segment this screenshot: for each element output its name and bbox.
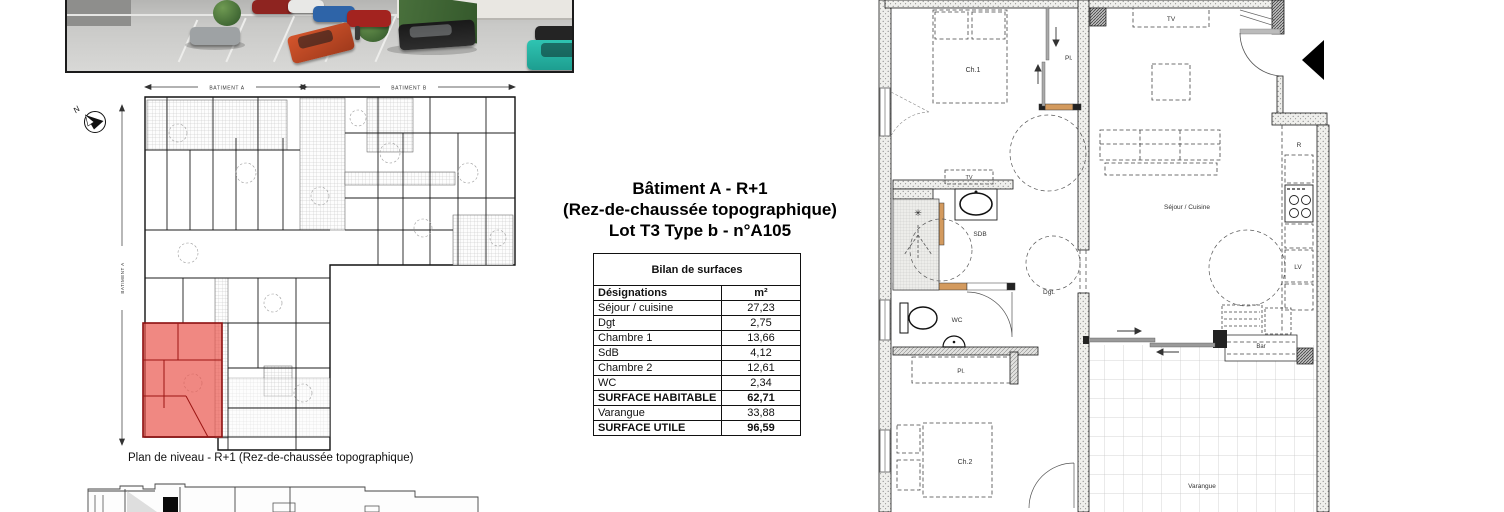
- sdb-door-opening: [967, 283, 1007, 290]
- room-label-tv-bedroom: TV: [965, 175, 973, 181]
- table-title: Bilan de surfaces: [594, 254, 801, 286]
- bed-ch2: [897, 423, 992, 497]
- photo-car-red: [347, 10, 391, 27]
- surface-table: [593, 253, 801, 436]
- table-row: Chambre 1 13,66: [594, 331, 801, 346]
- toilet: [909, 307, 937, 329]
- sdb-door-arc: [967, 292, 1012, 337]
- dim-label-batiment-a: BATIMENT A: [209, 85, 245, 92]
- label-fridge: R: [1296, 142, 1302, 149]
- sofa: [1100, 130, 1220, 175]
- elevation-fragment: [65, 483, 575, 512]
- dim-label-batiment-b: BATIMENT B: [391, 85, 427, 92]
- detail-plan: [877, 0, 1343, 512]
- room-label-pl-top: Pl.: [1065, 55, 1073, 62]
- closet-bottom: [912, 357, 1010, 383]
- dgt-sejour-opening: [1080, 250, 1086, 293]
- photo-person: [355, 26, 360, 40]
- label-dishwasher: LV: [1294, 264, 1302, 271]
- bed-ch1: [933, 10, 1007, 103]
- photo-car-orange: [287, 22, 356, 65]
- col-unit: m²: [722, 286, 801, 301]
- photo-building-left: [65, 0, 131, 26]
- room-label-sdb: SDB: [973, 231, 987, 238]
- room-label-tv-living: TV: [1166, 16, 1176, 23]
- north-compass-icon: [72, 104, 106, 132]
- section-marker-icon: [1302, 40, 1324, 80]
- closet-top: [1035, 8, 1073, 106]
- room-label-varangue: Varangue: [1188, 483, 1216, 490]
- title-block: [560, 178, 840, 241]
- table-row-surface-habitable: SURFACE HABITABLE 62,71: [594, 391, 801, 406]
- room-label-wc: WC: [951, 317, 963, 324]
- table-row: Dgt 2,75: [594, 316, 801, 331]
- surface-table-wrap: [593, 253, 801, 436]
- plan-caption: Plan de niveau - R+1 (Rez-de-chaussée topographique): [128, 452, 414, 464]
- table-row: SdB 4,12: [594, 346, 801, 361]
- north-label: N: [71, 104, 82, 115]
- turning-circle-ch1: [1010, 115, 1086, 191]
- table-row: Séjour / cuisine 27,23: [594, 301, 801, 316]
- room-label-pl-bottom: Pl.: [957, 368, 965, 375]
- room-label-sejour: Séjour / Cuisine: [1164, 204, 1210, 211]
- room-label-ch1: Ch.1: [965, 67, 981, 74]
- turning-circle-dgt: [1026, 236, 1080, 290]
- photo-tree: [213, 0, 241, 26]
- shower-symbol: ✳: [914, 208, 922, 218]
- overview-plan: [68, 78, 538, 458]
- kitchen: [1282, 125, 1313, 332]
- photo-car-silver: [190, 27, 240, 45]
- bar-area: [1213, 305, 1313, 364]
- label-bar: Bar: [1256, 344, 1266, 350]
- photo-car-teal: [527, 40, 574, 70]
- table-row: Chambre 2 12,61: [594, 361, 801, 376]
- title-line3: Lot T3 Type b - n°A105: [608, 221, 792, 240]
- highlighted-lot-a105: [143, 323, 222, 437]
- dim-label-side: BATIMENT A: [120, 262, 125, 294]
- title-line1: Bâtiment A - R+1: [632, 179, 768, 198]
- table-row: WC 2,34: [594, 376, 801, 391]
- col-designations: Désignations: [594, 286, 722, 301]
- sejour-room: [1090, 8, 1285, 306]
- table-row: Varangue 33,88: [594, 406, 801, 421]
- turning-circle-sejour: [1209, 230, 1285, 306]
- room-label-dgt: Dgt.: [1043, 289, 1055, 296]
- window-swing: [891, 92, 929, 136]
- room-label-ch2: Ch.2: [957, 459, 973, 466]
- title-line2: (Rez-de-chaussée topographique): [563, 200, 837, 219]
- entry-door-arc: [1240, 33, 1283, 76]
- ch2-door-arc: [1029, 463, 1074, 508]
- site-photo: [65, 0, 574, 73]
- table-row-surface-utile: SURFACE UTILE 96,59: [594, 421, 801, 436]
- wc-room: [900, 303, 965, 347]
- photo-car-black-suv: [398, 19, 476, 50]
- toilet-tank: [900, 303, 908, 333]
